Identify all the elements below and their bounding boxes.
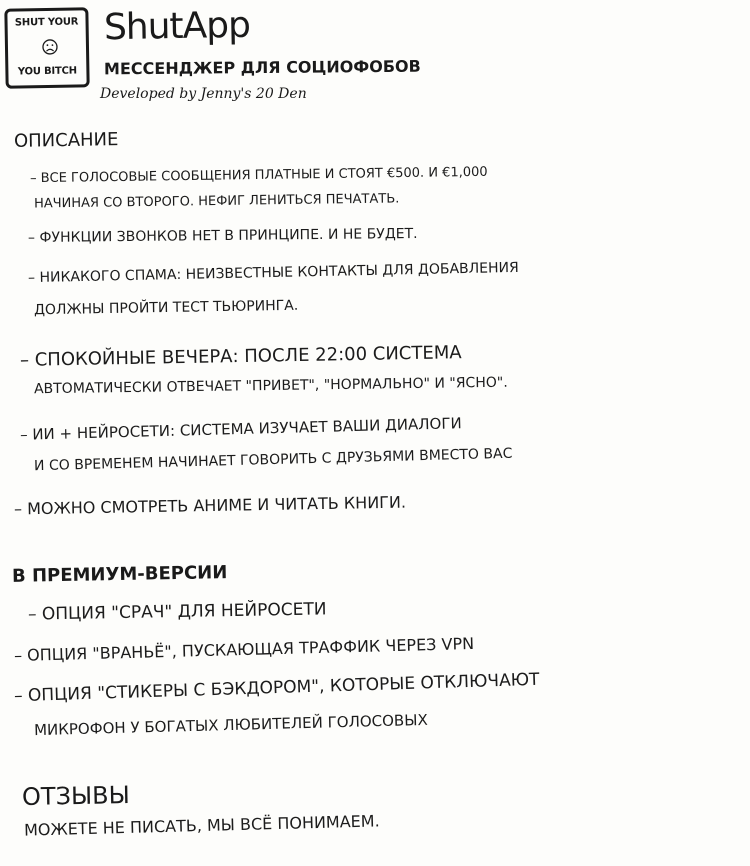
description-line: – МОЖНО СМОТРЕТЬ АНИМЕ И ЧИТАТЬ КНИГИ. bbox=[13, 492, 407, 519]
description-line: – НИКАКОГО СПАМА: НЕИЗВЕСТНЫЕ КОНТАКТЫ ДЛЯ ДОБАВЛЕНИЯ bbox=[27, 259, 519, 287]
description-line: АВТОМАТИЧЕСКИ ОТВЕЧАЕТ "ПРИВЕТ", "НОРМАЛЬНО" И "ЯСНО". bbox=[33, 374, 508, 398]
description-line: ДОЛЖНЫ ПРОЙТИ ТЕСТ ТЬЮРИНГА. bbox=[33, 297, 299, 319]
description-line: – ФУНКЦИИ ЗВОНКОВ НЕТ В ПРИНЦИПЕ. И НЕ БУДЕТ. bbox=[27, 225, 418, 247]
app-logo bbox=[4, 7, 89, 88]
review-line: МОЖЕТЕ НЕ ПИСАТЬ, МЫ ВСЁ ПОНИМАЕМ. bbox=[23, 811, 380, 840]
section-heading-reviews: ОТЗЫВЫ bbox=[21, 781, 131, 811]
premium-line: – ОПЦИЯ "СРАЧ" ДЛЯ НЕЙРОСЕТИ bbox=[27, 599, 327, 625]
premium-line: – ОПЦИЯ "ВРАНЬЁ", ПУСКАЮЩАЯ ТРАФФИК ЧЕРЕЗ VPN bbox=[13, 633, 475, 666]
logo-text-top: SHUT YOUR bbox=[14, 16, 79, 29]
app-subtitle: МЕССЕНДЖЕР ДЛЯ СОЦИОФОБОВ bbox=[103, 56, 421, 79]
developer-credit: Developed by Jenny's 20 Den bbox=[100, 86, 307, 102]
section-heading-premium: В ПРЕМИУМ-ВЕРСИИ bbox=[11, 562, 228, 587]
description-line: – ИИ + НЕЙРОСЕТИ: СИСТЕМА ИЗУЧАЕТ ВАШИ ДИАЛОГИ bbox=[19, 414, 462, 444]
app-title: ShutApp bbox=[103, 4, 251, 49]
description-line: НАЧИНАЯ СО ВТОРОГО. НЕФИГ ЛЕНИТЬСЯ ПЕЧАТАТЬ. bbox=[33, 191, 400, 212]
section-heading-description: ОПИСАНИЕ bbox=[13, 129, 119, 152]
description-line: – ВСЕ ГОЛОСОВЫЕ СООБЩЕНИЯ ПЛАТНЫЕ И СТОЯТ €500. И €1,000 bbox=[29, 164, 488, 187]
sad-face-icon bbox=[42, 39, 58, 55]
description-line: И СО ВРЕМЕНЕМ НАЧИНАЕТ ГОВОРИТЬ С ДРУЗЬЯМИ ВМЕСТО ВАС bbox=[33, 445, 513, 475]
description-line: – СПОКОЙНЫЕ ВЕЧЕРА: ПОСЛЕ 22:00 СИСТЕМА bbox=[19, 342, 462, 371]
premium-line: – ОПЦИЯ "СТИКЕРЫ С БЭКДОРОМ", КОТОРЫЕ ОТКЛЮЧАЮТ bbox=[13, 669, 540, 707]
premium-line: МИКРОФОН У БОГАТЫХ ЛЮБИТЕЛЕЙ ГОЛОСОВЫХ bbox=[33, 710, 428, 740]
logo-text-bottom: YOU BITCH bbox=[17, 65, 78, 78]
